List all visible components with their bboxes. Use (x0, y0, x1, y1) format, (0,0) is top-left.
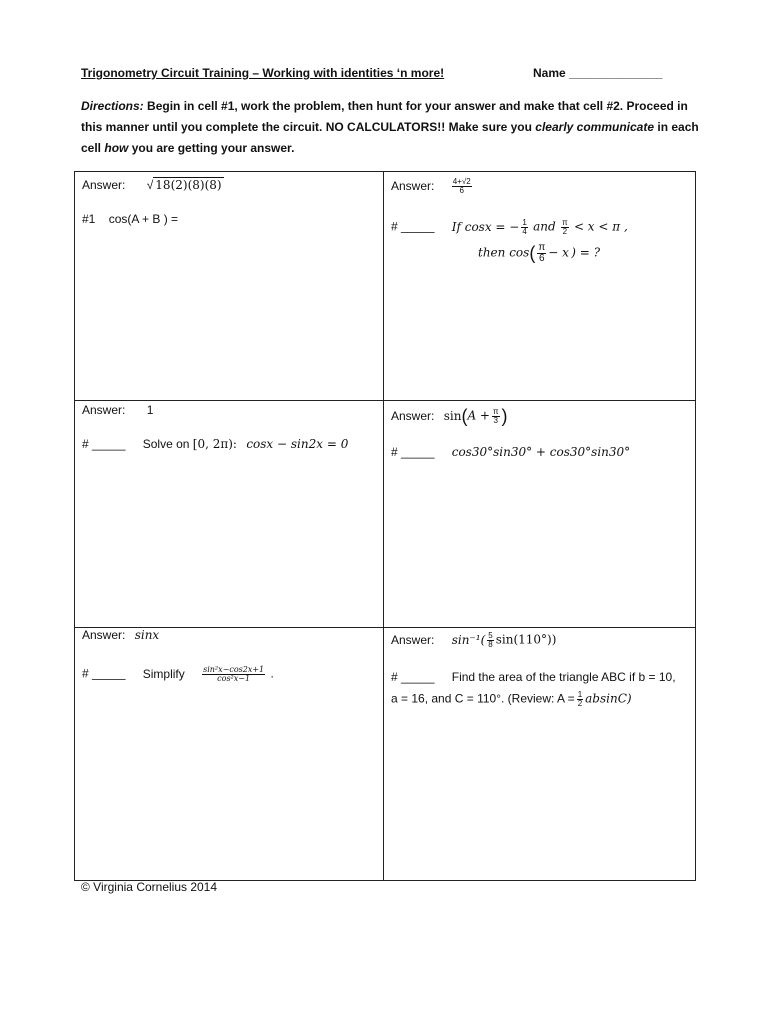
grid-divider-row1 (74, 400, 696, 401)
answer-value: 1 (146, 403, 154, 417)
cell-2-problem: # _____ If cosx = − $\frac{1}{4}$ and $\frac{\pi}{2}$ < x < π , (391, 218, 628, 236)
cell-4-problem: # _____ cos30°sin30° + cos30°sin30° (391, 445, 631, 459)
circuit-grid (74, 171, 696, 881)
cell-3: Answer: 1 (82, 403, 154, 417)
cell-6: Answer: sin⁻¹( $\frac{5}{8}$ sin(110°)) (391, 631, 557, 649)
directions: Directions: Begin in cell #1, work the problem, then hunt for your answer and make that cell #2. Proceed in this manner until you complete the circuit. NO CALCULATORS!! Make sure you clearly communicate in each cell how you are getting your answer. (81, 99, 699, 155)
cell-2: Answer: $\frac{4+√2}{6}$ (391, 177, 471, 195)
answer-fraction: $\frac{4+√2}{6}$ (452, 177, 471, 195)
cell-1-problem: #1 cos(A + B ) = (82, 212, 179, 226)
cell-4: Answer: sin(A + $\frac{\pi}{3}$ ) (391, 406, 508, 426)
cell-5-problem: # _____ Simplify $\frac{\text{sin²x−cos2x+1}}{\text{cos²x−1}}$ . (82, 665, 274, 683)
cell-6-problem-line2: a = 16, and C = 110°. (Review: A = $\frac{1}{2}$ absinC) (391, 690, 632, 708)
grid-divider-row2 (74, 627, 696, 628)
cell-5: Answer: sinx (82, 628, 160, 642)
copyright: © Virginia Cornelius 2014 (81, 880, 218, 894)
directions-label: Directions: (81, 99, 144, 113)
answer-value: sinx (134, 628, 160, 642)
name-field: Name ______________ (533, 66, 663, 80)
answer-value: √ 18(2)(8)(8) (146, 178, 222, 192)
cell-2-problem-line2: then cos( $\frac{\pi}{6}$ − x ) = ? (478, 242, 601, 264)
worksheet-title: Trigonometry Circuit Training – Working with identities ‘n more! (81, 66, 445, 80)
grid-divider-vertical (383, 171, 384, 881)
cell-6-problem: # _____ Find the area of the triangle ABC if b = 10, (391, 670, 676, 684)
cell-1: Answer: √ 18(2)(8)(8) (82, 178, 222, 192)
cell-3-problem: # _____ Solve on [0, 2π): cosx − sin2x = 0 (82, 437, 349, 451)
